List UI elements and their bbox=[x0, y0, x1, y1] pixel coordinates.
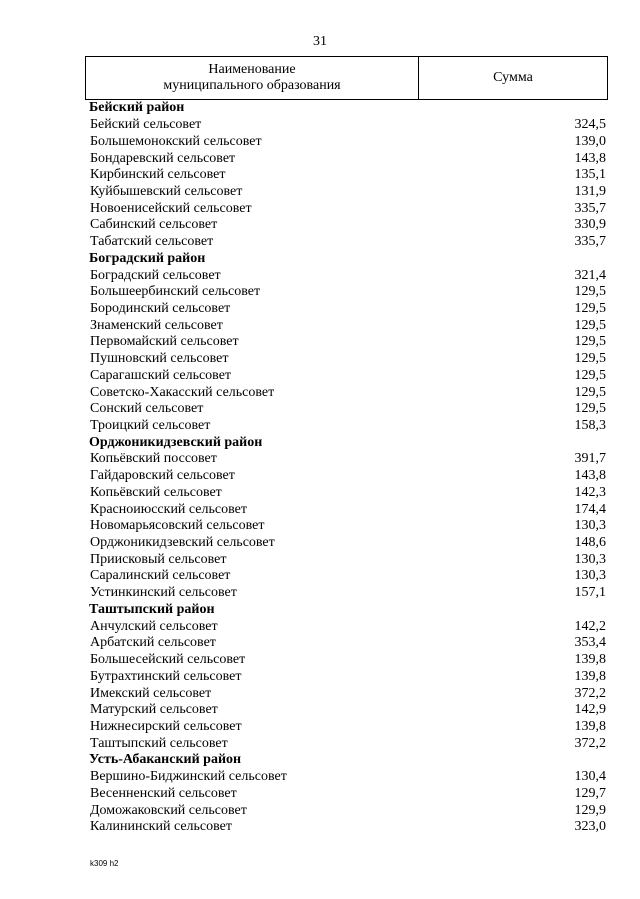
table-row bbox=[88, 301, 606, 318]
page-number: 31 bbox=[313, 34, 327, 49]
amount-value: 139,0 bbox=[574, 133, 606, 149]
amount-value: 142,3 bbox=[574, 484, 606, 500]
table-row bbox=[88, 685, 606, 702]
amount-value: 130,3 bbox=[574, 568, 606, 584]
amount-value: 335,7 bbox=[574, 234, 606, 250]
table-row bbox=[88, 568, 606, 585]
table-row bbox=[88, 317, 606, 334]
table-row bbox=[88, 284, 606, 301]
amount-value: 148,6 bbox=[574, 535, 606, 551]
municipality-name: Бутрахтинский сельсовет bbox=[90, 668, 242, 684]
table-row bbox=[88, 551, 606, 568]
amount-value: 139,8 bbox=[574, 718, 606, 734]
amount-value: 130,3 bbox=[574, 551, 606, 567]
municipality-name: Сабинский сельсовет bbox=[90, 217, 218, 233]
amount-value: 129,7 bbox=[574, 785, 606, 801]
municipality-name: Гайдаровский сельсовет bbox=[90, 468, 235, 484]
table-row bbox=[88, 719, 606, 736]
municipality-name: Бородинский сельсовет bbox=[90, 300, 231, 316]
district-name: Орджоникидзевский район bbox=[89, 434, 263, 450]
table-row bbox=[88, 702, 606, 719]
table-row bbox=[88, 585, 606, 602]
municipality-name: Матурский сельсовет bbox=[90, 702, 218, 718]
amount-value: 129,5 bbox=[574, 300, 606, 316]
amount-value: 157,1 bbox=[574, 585, 606, 601]
district-heading-row bbox=[88, 434, 606, 451]
table-row bbox=[88, 769, 606, 786]
municipality-name: Первомайский сельсовет bbox=[90, 334, 239, 350]
municipality-name: Копьёвский поссовет bbox=[90, 451, 217, 467]
amount-value: 174,4 bbox=[574, 501, 606, 517]
amount-value: 323,0 bbox=[574, 819, 606, 835]
amount-value: 129,5 bbox=[574, 317, 606, 333]
table-header bbox=[85, 56, 608, 100]
table-row bbox=[88, 133, 606, 150]
amount-value: 129,5 bbox=[574, 334, 606, 350]
district-heading-row bbox=[88, 100, 606, 117]
table-body bbox=[88, 100, 606, 836]
municipality-name: Орджоникидзевский сельсовет bbox=[90, 535, 275, 551]
municipality-name: Знаменский сельсовет bbox=[90, 317, 223, 333]
table-row bbox=[88, 217, 606, 234]
table-row bbox=[88, 635, 606, 652]
amount-value: 129,5 bbox=[574, 351, 606, 367]
table-row bbox=[88, 451, 606, 468]
amount-value: 142,9 bbox=[574, 702, 606, 718]
table-row bbox=[88, 618, 606, 635]
municipality-name: Табатский сельсовет bbox=[90, 234, 214, 250]
amount-value: 139,8 bbox=[574, 668, 606, 684]
table-row bbox=[88, 501, 606, 518]
municipality-name: Бондаревский сельсовет bbox=[90, 150, 236, 166]
municipality-name: Большесейский сельсовет bbox=[90, 652, 246, 668]
table-row bbox=[88, 535, 606, 552]
municipality-name: Кирбинский сельсовет bbox=[90, 167, 226, 183]
municipality-name: Боградский сельсовет bbox=[90, 267, 221, 283]
municipality-name: Новомарьясовский сельсовет bbox=[90, 518, 265, 534]
table-row bbox=[88, 735, 606, 752]
amount-value: 131,9 bbox=[574, 183, 606, 199]
table-row bbox=[88, 668, 606, 685]
table-row bbox=[88, 167, 606, 184]
table-row bbox=[88, 150, 606, 167]
table-row bbox=[88, 368, 606, 385]
footer-code: k309 h2 bbox=[90, 859, 119, 868]
municipality-name: Красноиюсский сельсовет bbox=[90, 501, 247, 517]
district-name: Боградский район bbox=[89, 250, 206, 266]
table-row bbox=[88, 802, 606, 819]
table-row bbox=[88, 117, 606, 134]
column-header-name bbox=[86, 57, 419, 99]
amount-value: 130,3 bbox=[574, 518, 606, 534]
municipality-name: Приисковый сельсовет bbox=[90, 551, 227, 567]
table-row bbox=[88, 401, 606, 418]
municipality-name: Копьёвский сельсовет bbox=[90, 484, 222, 500]
municipality-name: Советско-Хакасский сельсовет bbox=[90, 384, 275, 400]
municipality-name: Калининский сельсовет bbox=[90, 819, 232, 835]
column-header-sum: Сумма bbox=[493, 70, 533, 85]
amount-value: 321,4 bbox=[574, 267, 606, 283]
table-row bbox=[88, 819, 606, 836]
amount-value: 129,5 bbox=[574, 384, 606, 400]
amount-value: 158,3 bbox=[574, 418, 606, 434]
column-header-name-line2: муниципального образования bbox=[163, 78, 341, 93]
column-header-name-line1: Наименование bbox=[208, 62, 296, 77]
municipality-name: Сонский сельсовет bbox=[90, 401, 204, 417]
table-row bbox=[88, 267, 606, 284]
amount-value: 139,8 bbox=[574, 652, 606, 668]
municipality-name: Анчулский сельсовет bbox=[90, 618, 218, 634]
table-row bbox=[88, 234, 606, 251]
table-row bbox=[88, 200, 606, 217]
amount-value: 143,8 bbox=[574, 150, 606, 166]
amount-value: 129,5 bbox=[574, 284, 606, 300]
amount-value: 143,8 bbox=[574, 468, 606, 484]
municipality-name: Бейский сельсовет bbox=[90, 117, 202, 133]
amount-value: 353,4 bbox=[574, 635, 606, 651]
municipality-name: Саралинский сельсовет bbox=[90, 568, 231, 584]
amount-value: 129,9 bbox=[574, 802, 606, 818]
table-row bbox=[88, 485, 606, 502]
table-row bbox=[88, 652, 606, 669]
district-heading-row bbox=[88, 752, 606, 769]
amount-value: 372,2 bbox=[574, 685, 606, 701]
table-row bbox=[88, 184, 606, 201]
municipality-name: Устинкинский сельсовет bbox=[90, 585, 237, 601]
municipality-name: Имекский сельсовет bbox=[90, 685, 212, 701]
municipality-name: Сарагашский сельсовет bbox=[90, 367, 232, 383]
municipality-name: Доможаковский сельсовет bbox=[90, 802, 247, 818]
district-heading-row bbox=[88, 602, 606, 619]
municipality-name: Весенненский сельсовет bbox=[90, 785, 237, 801]
municipality-name: Новоенисейский сельсовет bbox=[90, 200, 252, 216]
amount-value: 330,9 bbox=[574, 217, 606, 233]
municipality-name: Троицкий сельсовет bbox=[90, 418, 211, 434]
amount-value: 129,5 bbox=[574, 367, 606, 383]
table-row bbox=[88, 785, 606, 802]
amount-value: 130,4 bbox=[574, 769, 606, 785]
municipality-name: Большемонокский сельсовет bbox=[90, 133, 262, 149]
table-row bbox=[88, 518, 606, 535]
amount-value: 391,7 bbox=[574, 451, 606, 467]
municipality-name: Куйбышевский сельсовет bbox=[90, 183, 243, 199]
municipality-name: Нижнесирский сельсовет bbox=[90, 718, 242, 734]
municipality-name: Пушновский сельсовет bbox=[90, 351, 229, 367]
amount-value: 135,1 bbox=[574, 167, 606, 183]
municipality-name: Арбатский сельсовет bbox=[90, 635, 216, 651]
table-row bbox=[88, 351, 606, 368]
table-row bbox=[88, 334, 606, 351]
amount-value: 142,2 bbox=[574, 618, 606, 634]
district-name: Таштыпский район bbox=[89, 601, 215, 617]
district-name: Бейский район bbox=[89, 100, 185, 116]
municipality-name: Вершино-Биджинский сельсовет bbox=[90, 769, 287, 785]
district-name: Усть-Абаканский район bbox=[89, 752, 242, 768]
municipality-name: Большеербинский сельсовет bbox=[90, 284, 261, 300]
amount-value: 335,7 bbox=[574, 200, 606, 216]
table-row bbox=[88, 468, 606, 485]
table-row bbox=[88, 384, 606, 401]
amount-value: 372,2 bbox=[574, 735, 606, 751]
table-row bbox=[88, 418, 606, 435]
municipality-name: Таштыпский сельсовет bbox=[90, 735, 228, 751]
amount-value: 129,5 bbox=[574, 401, 606, 417]
amount-value: 324,5 bbox=[574, 117, 606, 133]
district-heading-row bbox=[88, 250, 606, 267]
